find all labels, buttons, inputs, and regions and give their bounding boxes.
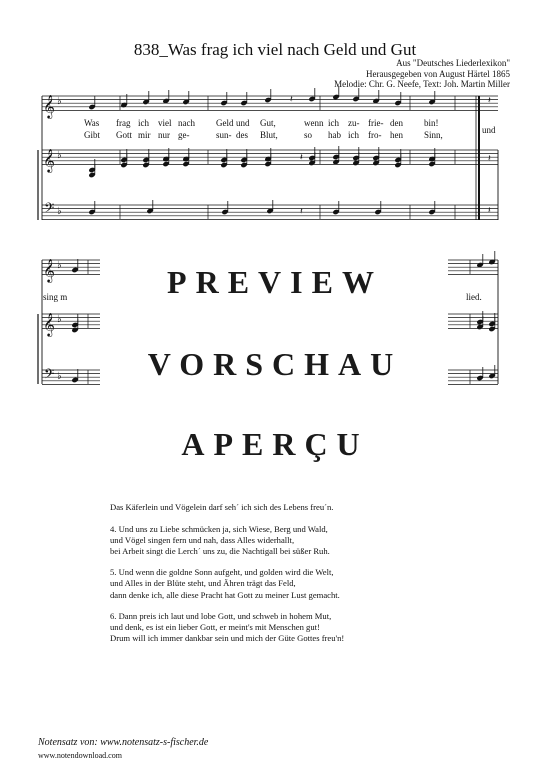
treble-clef-icon: 𝄞 bbox=[43, 258, 55, 282]
lyric-syllable: zu- bbox=[348, 118, 360, 128]
flat-icon: ♭ bbox=[57, 260, 62, 271]
verses-block bbox=[110, 502, 440, 655]
verse-line: Drum will ich immer dankbar sein und mich der Güte Gottes freu'n! bbox=[110, 633, 345, 644]
verse-6 bbox=[110, 611, 440, 644]
composer-line: Melodie: Chr. G. Neefe, Text: Joh. Martin Miller bbox=[334, 79, 510, 89]
verse-line: und denk, es ist ein lieber Gott, er meint's mit Menschen gut! bbox=[110, 622, 320, 633]
lyric-syllable: Gut, bbox=[260, 118, 276, 128]
lyric-side-word: und bbox=[482, 125, 496, 135]
watermark-vorschau: VORSCHAU bbox=[147, 346, 403, 382]
rest-icon: 𝄽 bbox=[488, 96, 491, 106]
rest-icon: 𝄽 bbox=[488, 154, 491, 164]
lyric-fragment-left: sing m bbox=[43, 292, 68, 302]
lyric-syllable: bin! bbox=[424, 118, 439, 128]
rest-icon: 𝄽 bbox=[300, 207, 303, 217]
watermark-preview: PREVIEW bbox=[167, 264, 383, 300]
verse-3-end bbox=[110, 502, 440, 513]
lyric-syllable: so bbox=[304, 130, 313, 140]
flat-icon: ♭ bbox=[57, 371, 62, 382]
engraver-credit: Notensatz von: www.notensatz-s-fischer.de bbox=[38, 737, 209, 748]
verse-line: bei Arbeit singt die Lerch´ uns zu, die Nachtigall bei süßer Ruh. bbox=[110, 545, 330, 556]
flat-icon: ♭ bbox=[57, 150, 62, 161]
treble-clef-icon: 𝄞 bbox=[43, 94, 55, 118]
lyric-syllable: Geld bbox=[216, 118, 234, 128]
editor-line: Herausgegeben von August Härtel 1865 bbox=[366, 68, 510, 79]
flat-icon: ♭ bbox=[57, 314, 62, 325]
verse-line: 6. Dann preis ich laut und lobe Gott, und schweb in hohem Mut, bbox=[110, 611, 332, 622]
lyric-syllable: ich bbox=[328, 118, 339, 128]
lyric-fragment-right: lied. bbox=[466, 292, 482, 302]
verse-5 bbox=[110, 567, 440, 600]
bass-clef-icon: 𝄢 bbox=[44, 200, 55, 219]
lyric-syllable: nach bbox=[178, 118, 195, 128]
flat-icon: ♭ bbox=[57, 96, 62, 107]
bass-clef-icon: 𝄢 bbox=[44, 366, 55, 385]
verse-line: 4. Und uns zu Liebe schmücken ja, sich Wiese, Berg und Wald, bbox=[110, 523, 328, 534]
website-link[interactable]: www.notendownload.com bbox=[38, 751, 122, 760]
rest-icon: 𝄽 bbox=[290, 95, 293, 105]
rest-icon: 𝄽 bbox=[300, 153, 303, 163]
lyric-syllable: Gibt bbox=[84, 130, 101, 140]
verse-line: 5. Und wenn die goldne Sonn aufgeht, und golden wird die Welt, bbox=[110, 567, 334, 578]
treble-clef-icon: 𝄞 bbox=[43, 148, 55, 172]
lyric-syllable: hab bbox=[328, 130, 341, 140]
lyric-syllable: den bbox=[390, 118, 403, 128]
lyric-syllable: ge- bbox=[178, 130, 190, 140]
lyric-syllable: des bbox=[236, 130, 248, 140]
lyric-syllable: frie- bbox=[368, 118, 384, 128]
lyric-syllable: fro- bbox=[368, 130, 382, 140]
verse-line: dann denke ich, alle diese Pracht hat Gott zu meiner Lust gemacht. bbox=[110, 589, 340, 600]
source-line: Aus "Deutsches Liederlexikon" bbox=[396, 58, 510, 68]
flat-icon: ♭ bbox=[57, 206, 62, 217]
lyric-syllable: nur bbox=[158, 130, 170, 140]
lyric-syllable: hen bbox=[390, 130, 403, 140]
lyric-syllable: wenn bbox=[304, 118, 324, 128]
lyric-syllable: und bbox=[236, 118, 250, 128]
lyric-syllable: viel bbox=[158, 118, 172, 128]
lyric-syllable: Was bbox=[84, 118, 100, 128]
lyric-syllable: Gott bbox=[116, 130, 133, 140]
lyric-syllable: ich bbox=[138, 118, 149, 128]
verse-line: und Vögel singen fern und nah, dass Alles widerhallt, bbox=[110, 534, 295, 545]
treble-clef-icon: 𝄞 bbox=[43, 312, 55, 336]
lyric-syllable: sun- bbox=[216, 130, 232, 140]
lyric-syllable: Sinn, bbox=[424, 130, 443, 140]
lyric-syllable: ich bbox=[348, 130, 359, 140]
verse-line: und Alles in der Blüte steht, und Ähren trägt das Feld, bbox=[110, 578, 296, 589]
lyric-syllable: frag bbox=[116, 118, 131, 128]
rest-icon: 𝄽 bbox=[488, 206, 491, 216]
lyric-syllable: Blut, bbox=[260, 130, 278, 140]
watermark-apercu: APERÇU bbox=[181, 426, 369, 462]
lyric-syllable: mir bbox=[138, 130, 151, 140]
verse-4 bbox=[110, 524, 440, 557]
verse-line: Das Käferlein und Vögelein darf seh´ ich sich des Lebens freu´n. bbox=[110, 502, 334, 512]
song-title: 838_Was frag ich viel nach Geld und Gut bbox=[133, 40, 417, 59]
